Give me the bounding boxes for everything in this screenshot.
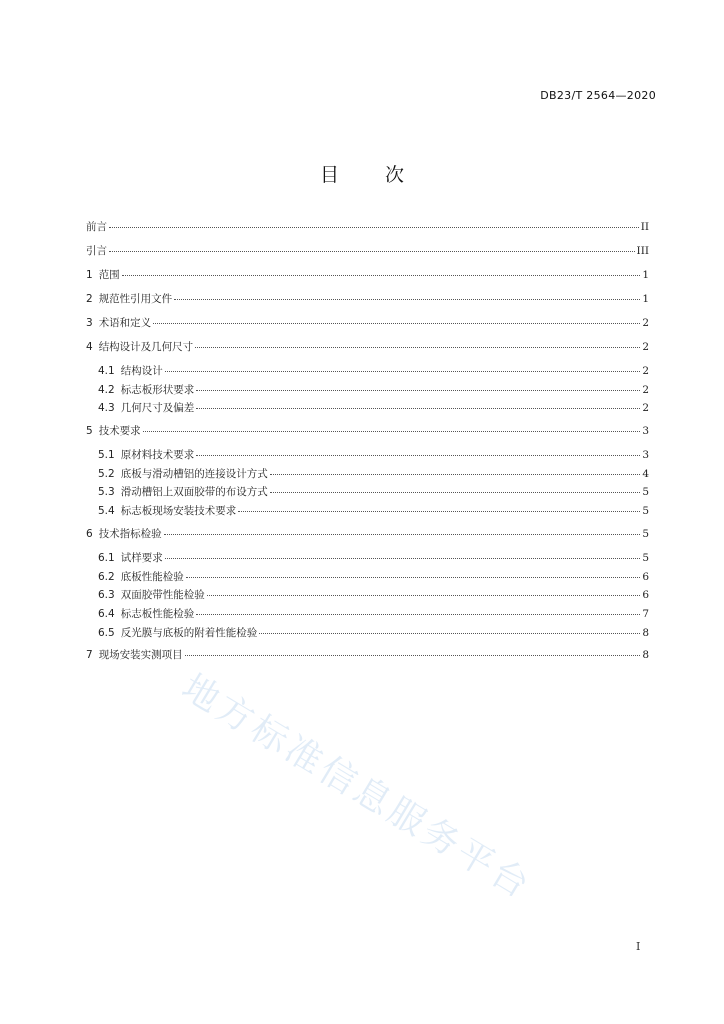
- leader-dots: [165, 548, 641, 559]
- toc-title-part1: 目: [319, 164, 339, 186]
- toc-title: [0, 160, 724, 187]
- toc-entry-label: 5.1 原材料技术要求: [98, 449, 195, 462]
- leader-dots: [186, 567, 641, 578]
- toc-entry-page: 5: [642, 505, 649, 518]
- toc-entry-page: 5: [642, 527, 649, 540]
- toc-entry-foreword[interactable]: [86, 219, 649, 239]
- toc-entry-page: 8: [642, 649, 649, 662]
- toc-entry-label: 4.3 几何尺寸及偏差: [98, 402, 195, 415]
- page-number: I: [636, 940, 641, 953]
- toc-entry-page: III: [636, 245, 649, 257]
- toc-entry-label: 5.3 滑动槽铝上双面胶带的布设方式: [98, 486, 268, 499]
- toc-entry-label: 5.2 底板与滑动槽铝的连接设计方式: [98, 467, 268, 480]
- leader-dots: [270, 482, 641, 493]
- toc-entry-label: 前言: [86, 221, 107, 233]
- toc-entry-page: 2: [642, 402, 649, 415]
- toc-entry-label: 6.3 双面胶带性能检验: [98, 589, 205, 602]
- leader-dots: [207, 585, 641, 596]
- toc-entry-page: 1: [642, 293, 649, 305]
- toc-entry-page: 2: [642, 341, 649, 353]
- toc-title-part2: 次: [385, 164, 405, 186]
- toc-entry-page: 2: [642, 365, 649, 377]
- toc-entry-label: 6.4 标志板性能检验: [98, 607, 195, 620]
- toc-entry-2[interactable]: [86, 291, 649, 311]
- toc-entry-3[interactable]: [86, 315, 649, 335]
- toc-entry-label: 5 技术要求: [86, 425, 141, 438]
- leader-dots: [122, 265, 641, 276]
- leader-dots: [153, 313, 640, 324]
- toc-entry-label: 6.1 试样要求: [98, 551, 163, 564]
- leader-dots: [109, 217, 639, 228]
- toc-entry-7[interactable]: [86, 647, 649, 667]
- toc-entry-page: 5: [642, 486, 649, 499]
- leader-dots: [109, 241, 635, 252]
- toc-entry-label: 6.5 反光膜与底板的附着性能检验: [98, 626, 258, 639]
- toc-entry-4-3[interactable]: [86, 400, 649, 419]
- toc-entry-page: 4: [642, 467, 649, 480]
- leader-dots: [259, 623, 640, 634]
- leader-dots: [195, 337, 640, 348]
- toc-entry-label: 4.1 结构设计: [98, 365, 163, 377]
- leader-dots: [185, 645, 641, 656]
- toc-entry-label: 4.2 标志板形状要求: [98, 383, 195, 396]
- toc-entry-1[interactable]: [86, 267, 649, 287]
- toc-entry-page: 8: [642, 626, 649, 639]
- watermark: 地方标准信息服务平台: [174, 666, 539, 909]
- toc-entry-page: 6: [642, 589, 649, 602]
- toc-entry-page: 6: [642, 570, 649, 583]
- leader-dots: [143, 421, 641, 432]
- toc-entry-introduction[interactable]: [86, 243, 649, 263]
- toc-entry-page: II: [640, 221, 649, 233]
- toc-entry-label: 5.4 标志板现场安装技术要求: [98, 505, 237, 518]
- toc-entry-page: 2: [642, 317, 649, 329]
- toc-entry-label: 3 术语和定义: [86, 317, 152, 329]
- leader-dots: [164, 524, 641, 535]
- toc-entry-label: 引言: [86, 245, 107, 257]
- leader-dots: [196, 445, 640, 456]
- toc-entry-page: 1: [642, 269, 649, 281]
- toc-entry-5[interactable]: [86, 423, 649, 443]
- toc-entry-label: 6 技术指标检验: [86, 527, 162, 540]
- toc-entry-label: 6.2 底板性能检验: [98, 570, 184, 583]
- document-code: DB23/T 2564—2020: [540, 89, 656, 102]
- toc-entry-page: 7: [642, 607, 649, 620]
- leader-dots: [196, 380, 640, 391]
- leader-dots: [238, 501, 640, 512]
- leader-dots: [196, 398, 640, 409]
- toc-entry-page: 3: [642, 425, 649, 438]
- toc-entry-6[interactable]: [86, 526, 649, 546]
- toc-entry-label: 2 规范性引用文件: [86, 293, 173, 305]
- leader-dots: [270, 464, 641, 475]
- toc-entry-6-5[interactable]: [86, 625, 649, 644]
- leader-dots: [174, 289, 640, 300]
- toc-entry-page: 5: [642, 551, 649, 564]
- leader-dots: [165, 361, 641, 372]
- toc-entry-page: 2: [642, 383, 649, 396]
- toc-entry-4[interactable]: [86, 339, 649, 359]
- table-of-contents: [86, 219, 649, 667]
- toc-entry-page: 3: [642, 449, 649, 462]
- toc-entry-label: 7 现场安装实测项目: [86, 649, 183, 662]
- toc-entry-5-4[interactable]: [86, 503, 649, 522]
- toc-entry-label: 1 范围: [86, 269, 120, 281]
- leader-dots: [196, 604, 640, 615]
- toc-entry-label: 4 结构设计及几何尺寸: [86, 341, 194, 353]
